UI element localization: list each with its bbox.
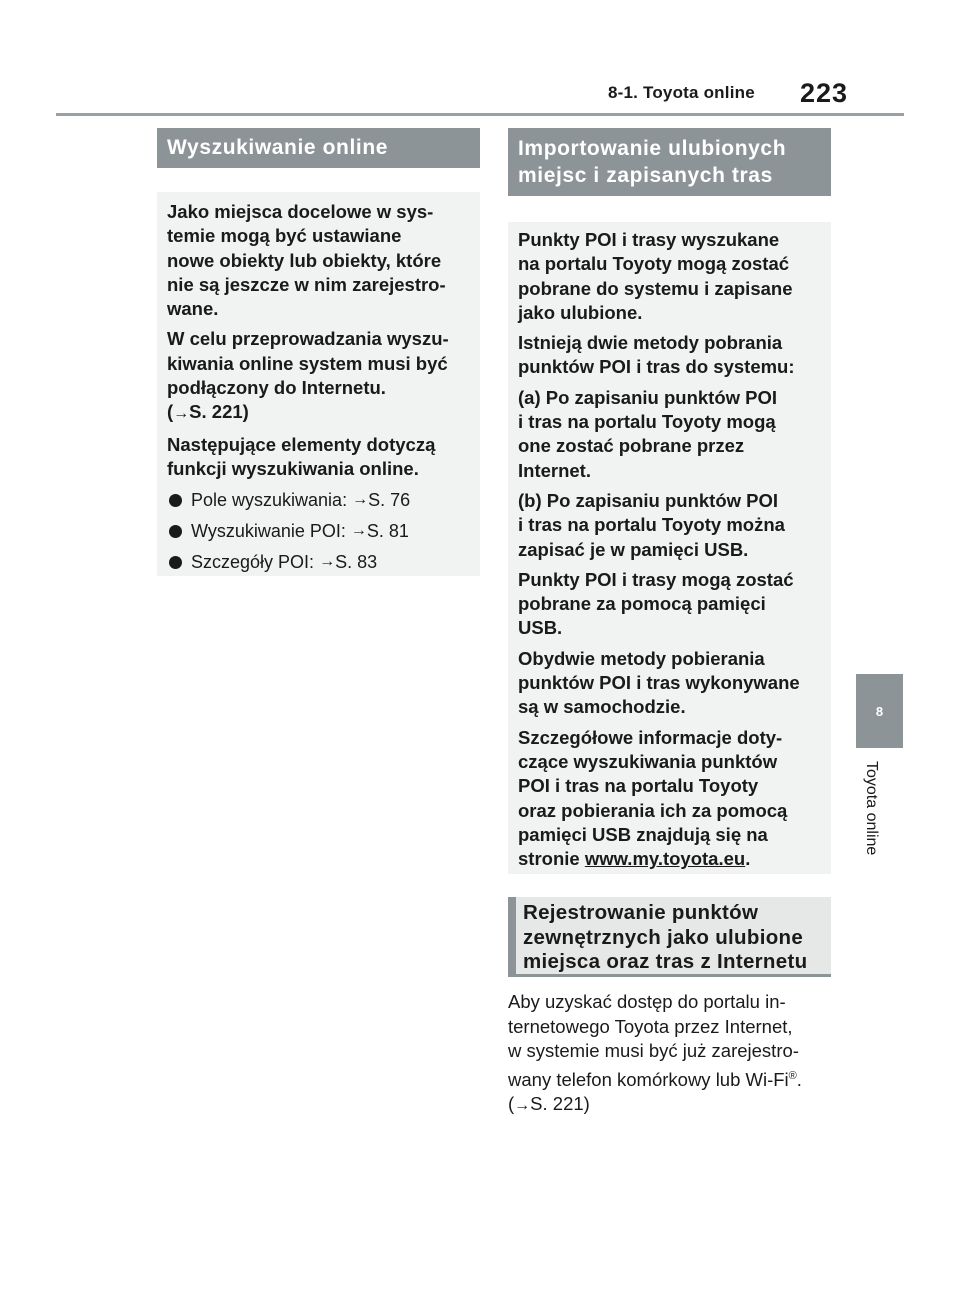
page-ref: S. 83	[335, 552, 378, 573]
left-paragraph-3: Następujące elementy dotyczą funkcji wyszukiwania online.	[167, 433, 436, 479]
sub-heading-underline	[508, 974, 831, 977]
right-paragraph-5: Punkty POI i trasy mogą zostać pobrane za pomocą pamięci USB.	[518, 568, 794, 639]
sub-heading: Rejestrowanie punktów zewnętrznych jako ulubione miejsca oraz tras z Internetu	[508, 897, 831, 977]
page-ref: S. 221	[189, 401, 243, 423]
right-paragraph-4: (b) Po zapisaniu punktów POI i tras na portalu Toyoty można zapisać je w pamięci USB.	[518, 489, 785, 560]
left-box	[157, 192, 480, 576]
arrow-icon: →	[173, 405, 190, 423]
left-paragraph-2: W celu przeprowadzania wyszu- kiwania online system musi być podłączony do Internetu. (→S. 221)	[167, 328, 449, 423]
sub-heading-bar	[508, 897, 516, 977]
bullet-item: Szczegóły POI: → S. 83	[167, 550, 470, 574]
right-paragraph-2: Istnieją dwie metody pobrania punktów POI i tras do systemu:	[518, 332, 795, 378]
right-box	[508, 222, 831, 874]
right-heading: Importowanie ulubionych miejsc i zapisanych tras	[508, 128, 831, 196]
right-paragraph-3: (a) Po zapisaniu punktów POI i tras na portalu Toyoty mogą one zostać pobrane przez Internet.	[518, 386, 778, 481]
bullet-icon	[169, 494, 182, 507]
header-rule	[56, 113, 904, 116]
page-number: 223	[800, 78, 849, 108]
bullet-item: Wyszukiwanie POI: → S. 81	[167, 519, 470, 543]
website-link[interactable]: www.my.toyota.eu	[584, 848, 746, 870]
bullet-icon	[169, 556, 182, 569]
left-heading	[157, 128, 480, 168]
page-ref: S. 76	[368, 490, 411, 511]
right-paragraph-7: Szczegółowe informacje doty- czące wyszukiwania punktów POI i tras na portalu Toyoty oraz pobierania ich za pomocą pamięci USB znajdują się na stronie www.my.toyota.eu.	[518, 726, 788, 870]
bullet-item: Pole wyszukiwania: → S. 76	[167, 488, 470, 512]
left-paragraph-1: Jako miejsca docelowe w sys- temie mogą być ustawiane nowe obiekty lub obiekty, które nie są jeszcze w nim zarejestro- wane.	[167, 201, 446, 320]
page-ref: S. 221	[530, 1093, 584, 1115]
arrow-icon: →	[350, 522, 367, 540]
page-ref: S. 81	[366, 521, 409, 542]
chapter-number: 8	[875, 703, 884, 719]
right-paragraph-1: Punkty POI i trasy wyszukane na portalu Toyoty mogą zostać pobrane do systemu i zapisane jako ulubione.	[518, 229, 793, 323]
arrow-icon: →	[352, 491, 369, 509]
right-paragraph-6: Obydwie metody pobierania punktów POI i tras wykonywane są w samochodzie.	[518, 647, 800, 718]
chapter-side-label: Toyota online	[863, 761, 880, 856]
arrow-icon: →	[514, 1097, 531, 1115]
section-title: 8-1. Toyota online	[608, 83, 755, 102]
left-heading-text: Wyszukiwanie online	[167, 136, 389, 159]
arrow-icon: →	[319, 553, 336, 571]
bullet-icon	[169, 525, 182, 538]
chapter-tab	[856, 674, 903, 748]
body-text: Aby uzyskać dostęp do portalu in- ternetowego Toyota przez Internet, w systemie musi być już zarejestro- wany telefon komórkowy lub Wi-Fi®. (→S. 221)	[508, 991, 802, 1115]
registered-mark: ®	[788, 1069, 797, 1082]
